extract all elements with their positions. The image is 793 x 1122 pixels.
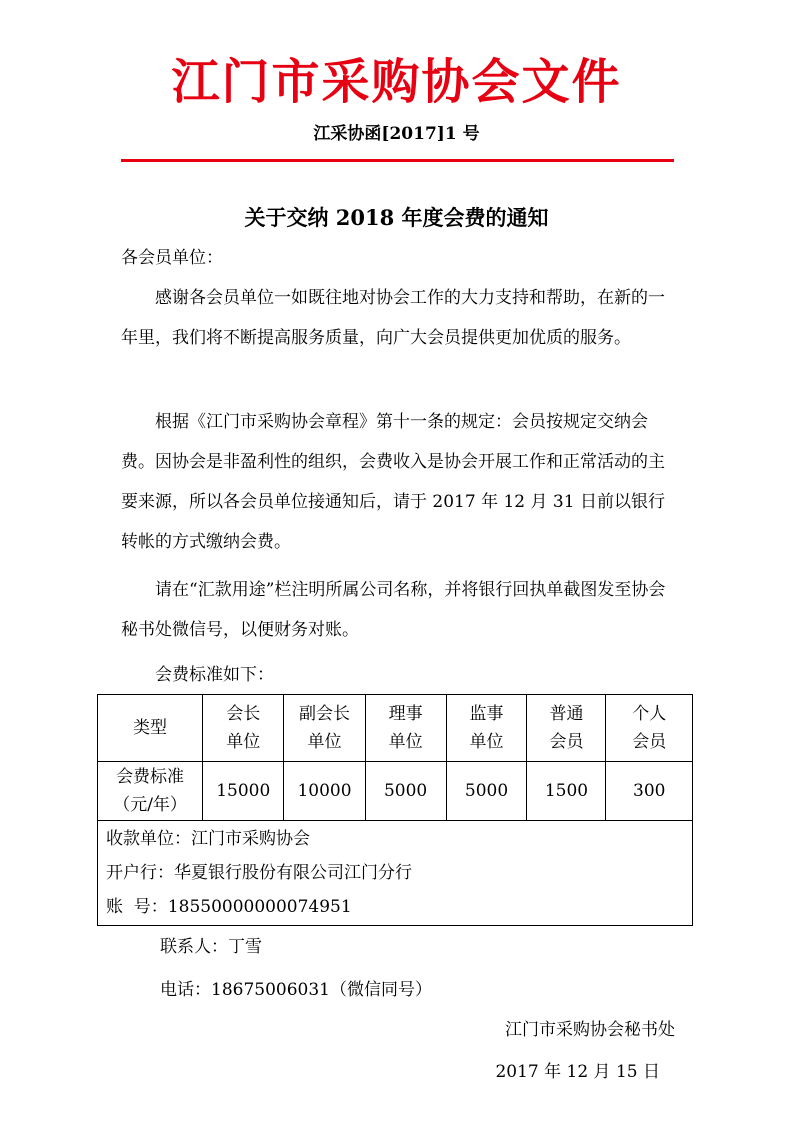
payee-info-cell [98,821,693,926]
column-header-line1: 副会长 [298,704,350,724]
bank-name: 开户行：华夏银行股份有限公司江门分行 [106,863,412,883]
column-header-line2: 单位 [226,732,261,752]
contact-person: 联系人：丁雪 [160,937,262,957]
column-header-line2: 单位 [469,732,504,752]
paragraph-thanks: 感谢各会员单位一如既往地对协会工作的大力支持和帮助，在新的一年里，我们将不断提高服务质量，向广大会员提供更加优质的服务。 [121,288,665,348]
document-number: 江采协函[2017]1 号 [313,124,480,144]
column-header-line1: 理事 [388,704,423,724]
fee-table-values-row [98,762,693,821]
contact-phone: 电话：18675006031（微信同号） [160,980,432,1000]
fee-value-cell: 5000 [365,762,446,821]
notice-title: 关于交纳 2018 年度会费的通知 [244,205,549,230]
column-header-line2: 单位 [388,732,423,752]
column-header-line1: 会长 [226,704,261,724]
payee-name: 收款单位：江门市采购协会 [106,829,310,849]
fee-table [97,694,693,926]
paragraph-fee-intro: 会费标准如下： [155,665,274,685]
salutation: 各会员单位： [121,248,223,268]
fee-standard-label: 会费标准 [116,767,185,787]
column-header [203,695,284,762]
paragraph-regulation: 根据《江门市采购协会章程》第十一条的规定：会员按规定交纳会费。因协会是非盈利性的组织，会费收入是协会开展工作和正常活动的主要来源，所以各会员单位接通知后，请于 2017 年 12 月 31 日前以银行转帐的方式缴纳会费。 [121,412,665,552]
column-header-line2: 单位 [307,732,342,752]
fee-value-cell: 1500 [527,762,606,821]
fee-value-cell: 15000 [203,762,284,821]
payee-info-row [98,821,693,926]
column-header-line2: 会员 [632,732,667,752]
fee-standard-unit: （元/年） [113,795,187,815]
signature-organization: 江门市采购协会秘书处 [505,1020,675,1040]
column-header [284,695,365,762]
column-header-line1: 监事 [469,704,504,724]
column-header-line1: 个人 [632,704,667,724]
fee-standard-label-cell [98,762,203,821]
column-header-line2: 会员 [549,732,584,752]
column-header-line1: 普通 [549,704,584,724]
fee-value-cell: 10000 [284,762,365,821]
fee-value-cell: 5000 [446,762,527,821]
column-header [446,695,527,762]
paragraph-remittance-note: 请在“汇款用途”栏注明所属公司名称，并将银行回执单截图发至协会秘书处微信号，以便财务对账。 [121,580,666,640]
document-header-title: 江门市采购协会文件 [171,54,622,110]
column-header [527,695,606,762]
header-divider [121,159,674,162]
signature-date: 2017 年 12 月 15 日 [495,1062,660,1082]
column-header [365,695,446,762]
column-header [606,695,693,762]
fee-value-cell: 300 [606,762,693,821]
account-number: 账 号：18550000000074951 [106,897,352,917]
fee-table-header-row [98,695,693,762]
type-header-cell: 类型 [98,695,203,762]
